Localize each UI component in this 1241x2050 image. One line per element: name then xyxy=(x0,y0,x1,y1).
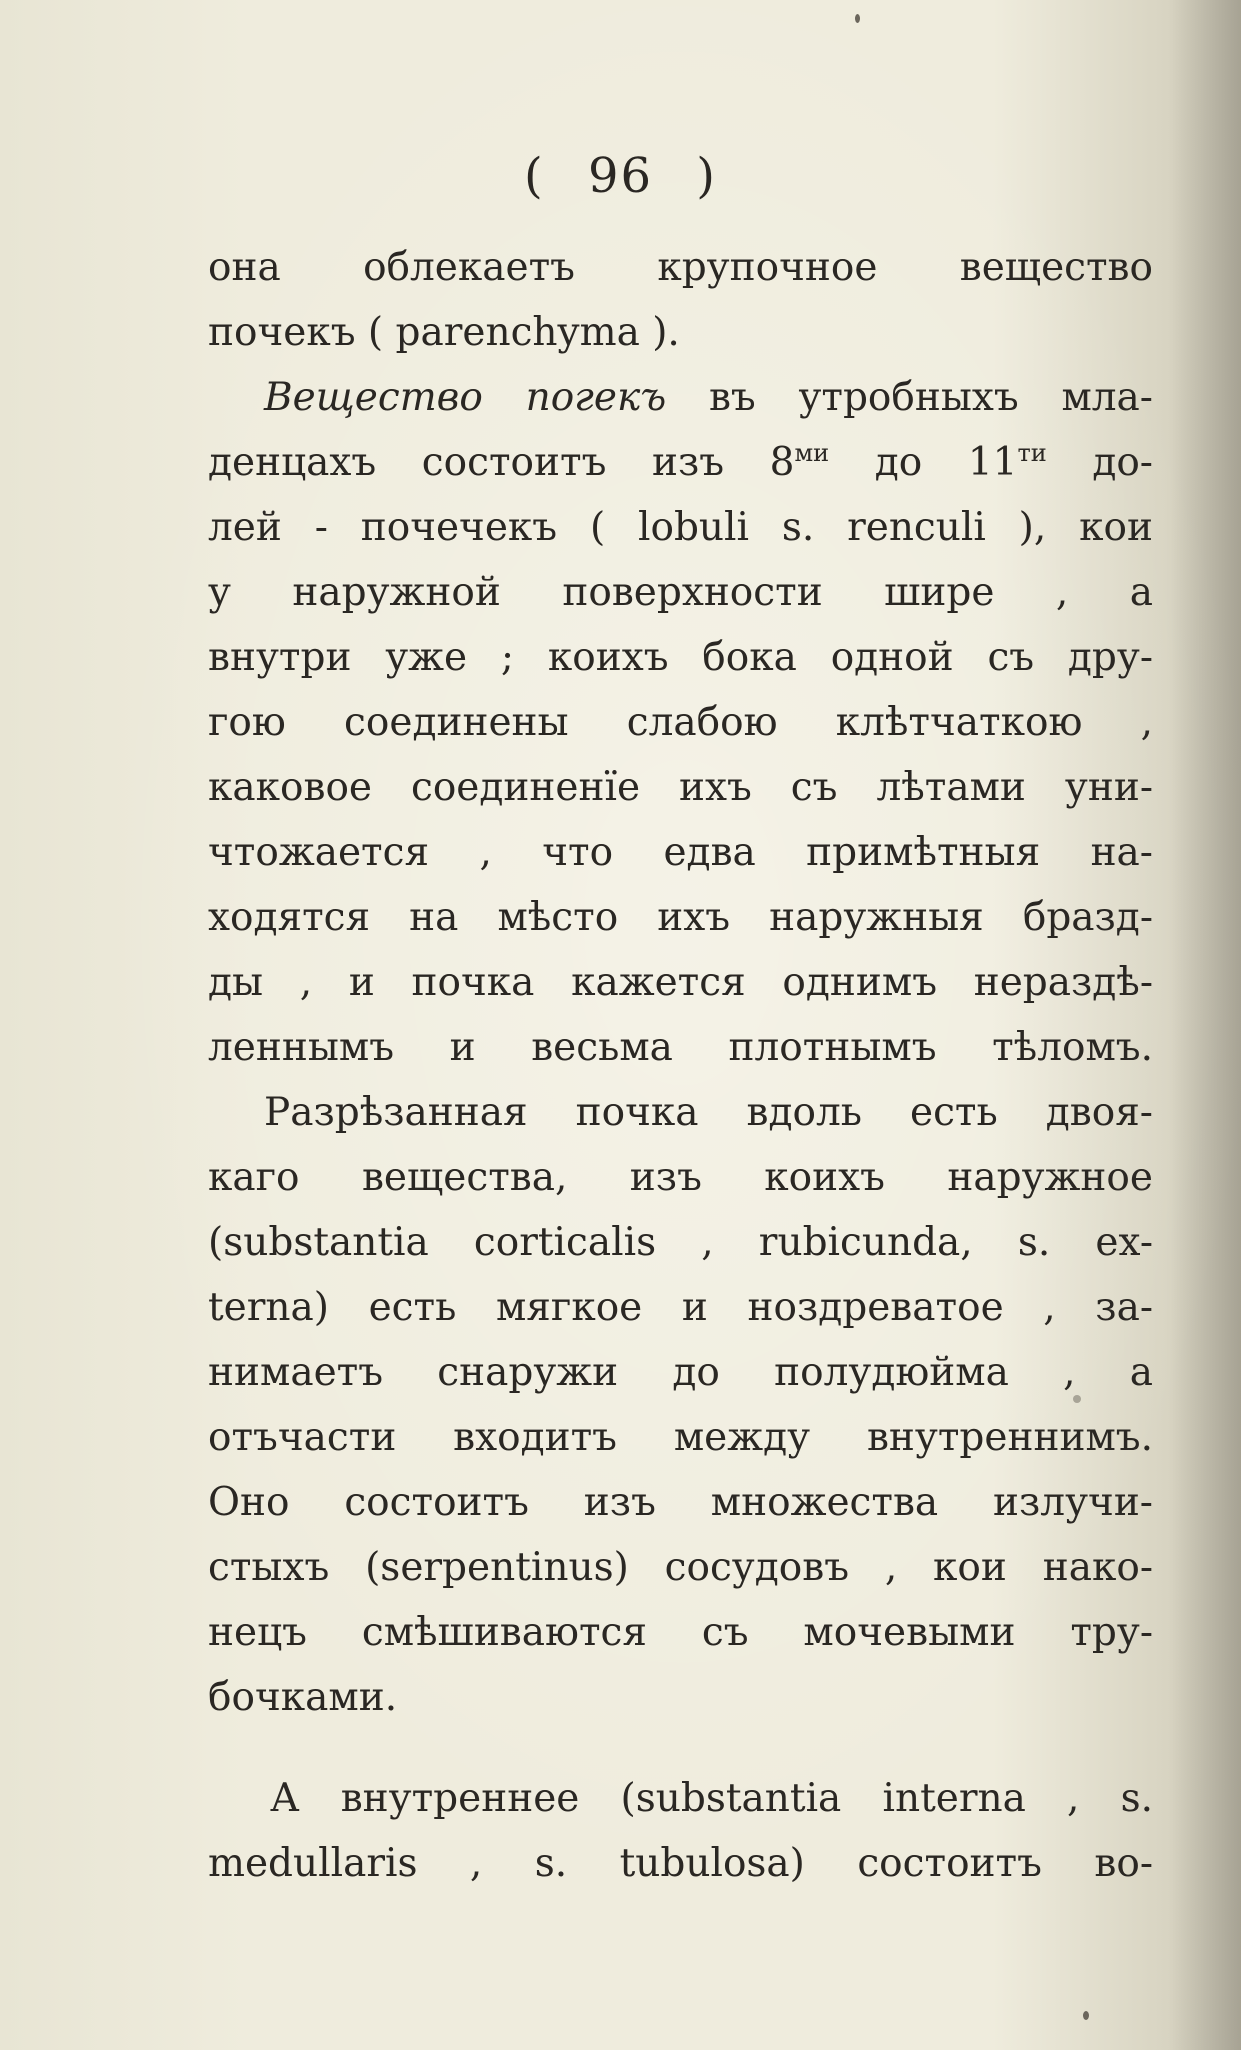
text-fragment: въ утробныхъ мла- xyxy=(666,375,1153,420)
text-fragment: до- xyxy=(1046,440,1153,485)
text-line: отъчасти входитъ между внутреннимъ. xyxy=(208,1415,1153,1460)
text-line: нецъ смѣшиваются съ мочевыми тру- xyxy=(208,1610,1153,1655)
body-text xyxy=(208,235,1153,1896)
text-line: у наружной поверхности шире , а xyxy=(208,570,1153,615)
page-edge-shadow xyxy=(1171,0,1241,2050)
text-line: лей - почечекъ ( lobuli s. renculi ), кои xyxy=(208,505,1153,550)
text-line: ходятся на мѣсто ихъ наружныя бразд- xyxy=(208,895,1153,940)
text-line: гою соединены слабою клѣтчаткою , xyxy=(208,700,1153,745)
text-line: почекъ ( parenchyma ). xyxy=(208,310,680,355)
text-line: medullaris , s. tubulosa) состоитъ во- xyxy=(208,1841,1153,1886)
text-line: каковое соединенїе ихъ съ лѣтами уни- xyxy=(208,765,1153,810)
emphasized-term: Вещество погекъ xyxy=(264,375,667,420)
page-number: ( 96 ) xyxy=(523,148,718,204)
text-line: бочками. xyxy=(208,1675,398,1720)
text-line xyxy=(208,365,1153,430)
text-line: каго вещества, изъ коихъ наружное xyxy=(208,1155,1153,1200)
text-line: (substantia corticalis , rubicunda, s. ex- xyxy=(208,1220,1153,1265)
paper-speck xyxy=(855,14,860,23)
paragraph-gap xyxy=(208,1730,1153,1766)
superscript: ми xyxy=(794,439,830,467)
text-line: нимаетъ снаружи до полудюйма , а xyxy=(208,1350,1153,1395)
text-line: внутри уже ; коихъ бока одной съ дру- xyxy=(208,635,1153,680)
text-line: Оно состоитъ изъ множества излучи- xyxy=(208,1480,1153,1525)
text-line: Разрѣзанная почка вдоль есть двоя- xyxy=(264,1090,1153,1135)
text-fragment: до 11 xyxy=(829,440,1018,485)
text-line: стыхъ (serpentinus) сосудовъ , кои нако- xyxy=(208,1545,1153,1590)
text-line xyxy=(208,430,1153,495)
text-line: она облекаетъ крупочное вещество xyxy=(208,245,1153,290)
text-line: ды , и почка кажется однимъ нераздѣ- xyxy=(208,960,1153,1005)
superscript: ти xyxy=(1017,439,1047,467)
text-fragment: денцахъ состоитъ изъ 8 xyxy=(208,440,795,485)
text-line: А внутреннее (substantia interna , s. xyxy=(270,1776,1153,1821)
text-line: леннымъ и весьма плотнымъ тѣломъ. xyxy=(208,1025,1153,1070)
text-line: чтожается , что едва примѣтныя на- xyxy=(208,830,1153,875)
text-line: terna) есть мягкое и ноздреватое , за- xyxy=(208,1285,1153,1330)
paper-speck xyxy=(1083,2011,1089,2020)
